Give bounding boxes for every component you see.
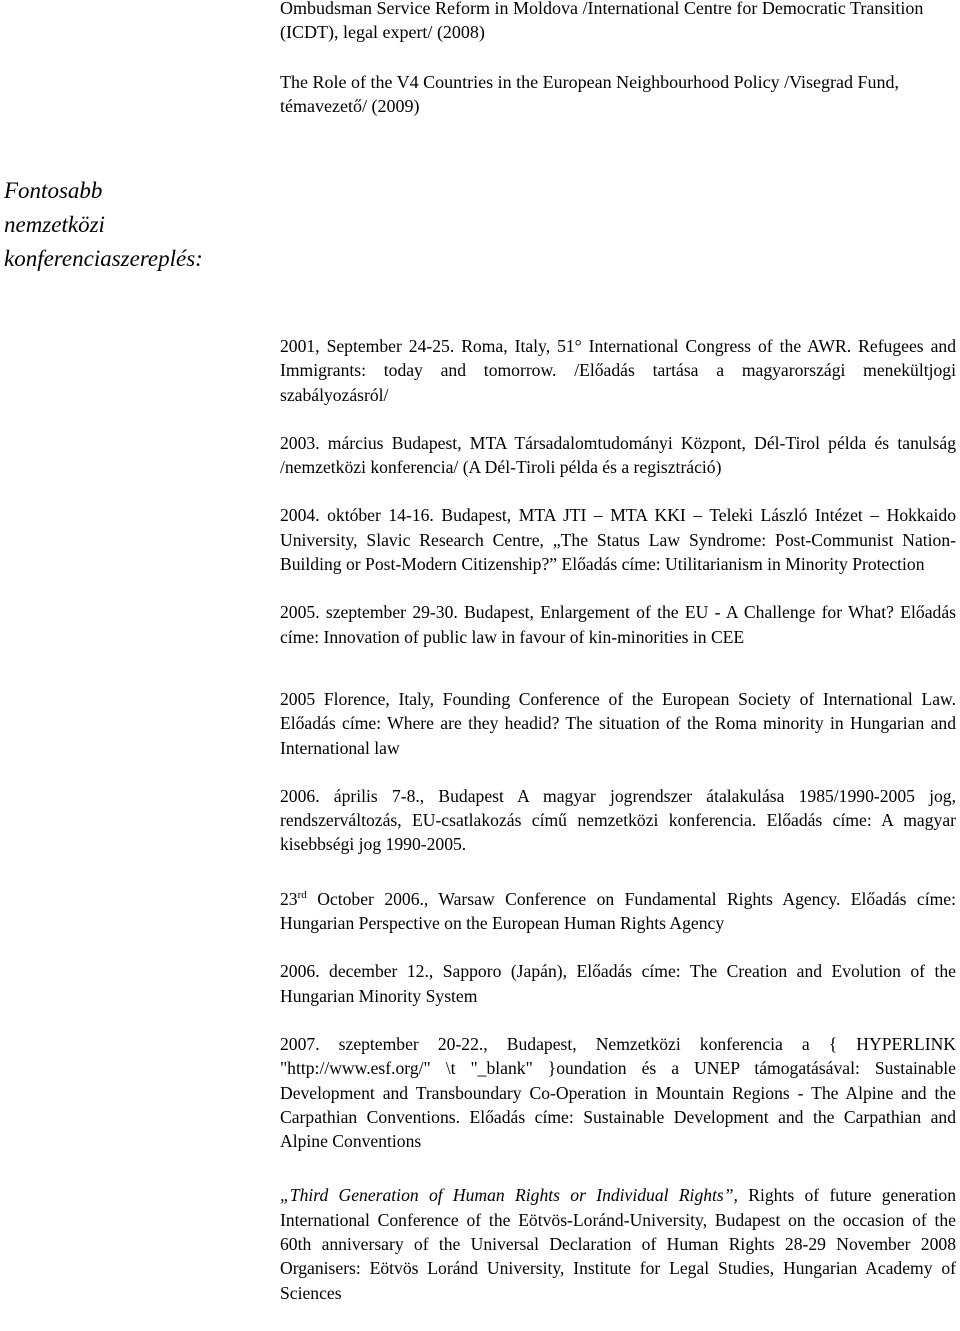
conference-entry-2007: 2007. szeptember 20-22., Budapest, Nemzetközi konferencia a { HYPERLINK "http://www.esf.org/" \t "_blank" }oundation és a UNEP támogatásával: Sustainable Development and Transboundary Co-Operation in Mountain Regions - The Alpine and the Carpathian Conventions. Előadás címe: Sustainable Development and the Carpathian and Alpine Conventions [280, 1033, 956, 1152]
conference-entry-2005-budapest: 2005. szeptember 29-30. Budapest, Enlargement of the EU - A Challenge for What? Előadás címe: Innovation of public law in favour of kin-minorities in CEE [280, 602, 956, 647]
ordinal-suffix: rd [297, 888, 307, 901]
date-day: 23 [280, 888, 298, 909]
section-heading-line: Fontosabb [4, 178, 103, 203]
entry-text: Rights of future generation International Conference of the Eötvös-Loránd-University, Budapest on the occasion of the 60th anniversary of the Universal Declaration of Human Rights 28-29 November 2008 Organisers: Eötvös Loránd University, Institute for Legal Studies, Hungarian Academy of Sciences [280, 1185, 956, 1303]
project-paragraph-moldova: Ombudsman Service Reform in Moldova /International Centre for Democratic Transition (ICDT), legal expert/ (2008) [280, 0, 924, 42]
section-heading-conferences [4, 174, 274, 276]
conference-entry-2008 [280, 1183, 956, 1304]
section-heading-line: nemzetközi [4, 212, 105, 237]
entry-text: October 2006., Warsaw Conference on Fundamental Rights Agency. Előadás címe: Hungarian Perspective on the European Human Rights Agency [280, 888, 956, 934]
conference-title-italic: „Third Generation of Human Rights or Individual Rights”, [280, 1185, 738, 1206]
conference-entry-2004: 2004. október 14-16. Budapest, MTA JTI – MTA KKI – Teleki László Intézet – Hokkaido University, Slavic Research Centre, „The Status Law Syndrome: Post-Communist Nation-Building or Post-Modern Citizenship?” Előadás címe: Utilitarianism in Minority Protection [280, 505, 956, 575]
section-heading-line: konferenciaszereplés: [4, 246, 203, 271]
conference-entry-2003: 2003. március Budapest, MTA Társadalomtudományi Központ, Dél-Tirol példa és tanulság /nemzetközi konferencia/ (A Dél-Tiroli példa és a regisztráció) [280, 432, 956, 478]
project-paragraph-v4: The Role of the V4 Countries in the European Neighbourhood Policy /Visegrad Fund, témavezető/ (2009) [280, 72, 899, 116]
conference-list [280, 334, 956, 1329]
conference-entry-2005-florence: 2005 Florence, Italy, Founding Conference of the European Society of International Law. Előadás címe: Where are they headid? The situation of the Roma minority in Hungarian and International law [280, 688, 956, 758]
conference-entry-2006-warsaw [280, 887, 956, 936]
conference-entry-2006-april: 2006. április 7-8., Budapest A magyar jogrendszer átalakulása 1985/1990-2005 jog, rendszerváltozás, EU-csatlakozás című nemzetközi konferencia. Előadás címe: A magyar kisebbségi jog 1990-2005. [280, 785, 956, 855]
conference-entry-2001: 2001, September 24-25. Roma, Italy, 51° International Congress of the AWR. Refugees and Immigrants: today and tomorrow. /Előadás tartása a magyarországi menekültjogi szabályozásról/ [280, 336, 956, 405]
conference-entry-2006-sapporo: 2006. december 12., Sapporo (Japán), Előadás címe: The Creation and Evolution of the Hungarian Minority System [280, 961, 956, 1006]
